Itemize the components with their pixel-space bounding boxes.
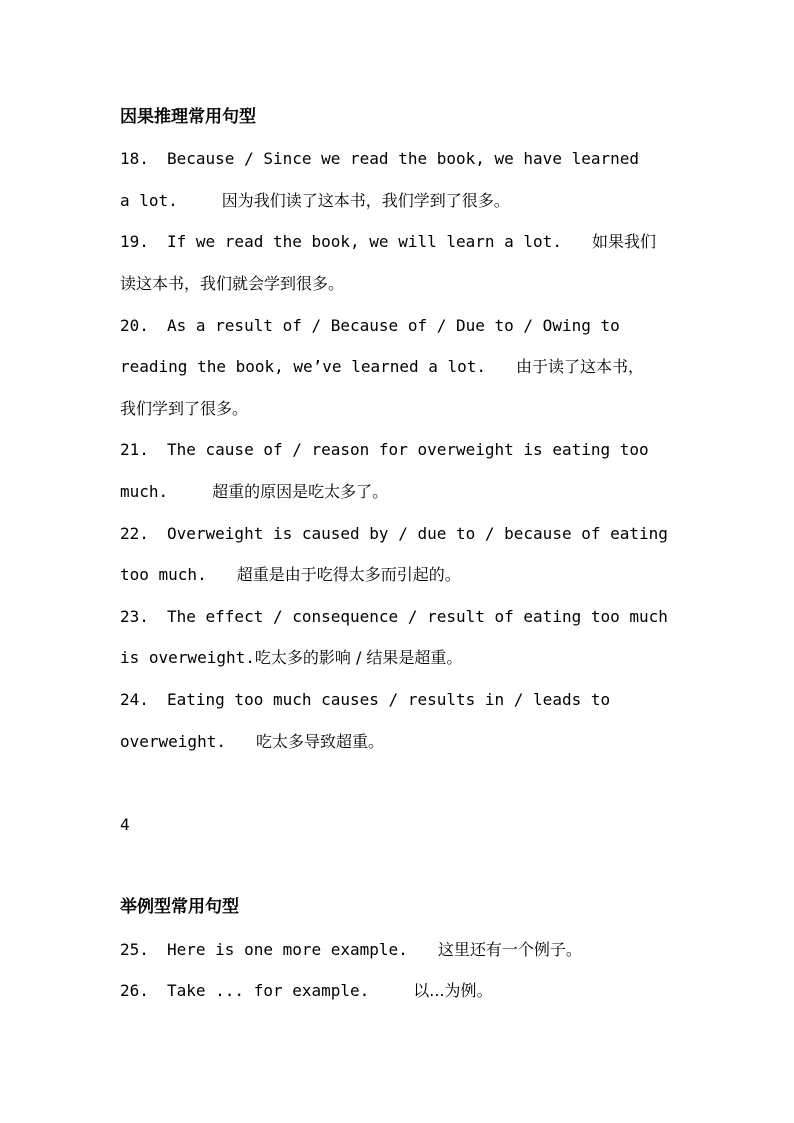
item-chinese: 超重是由于吃得太多而引起的。: [236, 565, 461, 584]
section-heading-causal: 因果推理常用句型: [120, 107, 256, 127]
item-number: 19.: [120, 232, 149, 251]
item-chinese: 吃太多导致超重。: [255, 732, 384, 751]
list-item-20-line2: [120, 357, 680, 377]
item-english-cont: reading the book, we’ve learned a lot.: [120, 357, 487, 376]
list-item-23-line2: [120, 648, 680, 668]
item-english: Because / Since we read the book, we have learned: [167, 149, 640, 168]
item-english-cont: much.: [120, 482, 169, 501]
list-item-26: [120, 981, 680, 1001]
list-item-23-line1: [120, 607, 680, 627]
item-number: 24.: [120, 690, 149, 709]
item-english: As a result of / Because of / Due to / Owing to: [167, 316, 620, 335]
list-item-19-line1: [120, 232, 680, 252]
item-english-cont: is overweight.: [120, 648, 255, 667]
list-item-25: [120, 940, 680, 960]
list-item-18-line1: [120, 149, 680, 169]
list-item-20-line3: [120, 399, 680, 419]
item-chinese: 由于读了这本书，: [516, 357, 645, 376]
item-number: 26.: [120, 981, 149, 1000]
item-english: Here is one more example.: [167, 940, 408, 959]
item-chinese: 这里还有一个例子。: [437, 940, 582, 959]
item-english: Overweight is caused by / due to / because of eating: [167, 524, 668, 543]
item-chinese: 以...为例。: [413, 981, 493, 1000]
list-item-24-line2: [120, 732, 680, 752]
page-number: 4: [120, 815, 130, 834]
list-item-21-line1: [120, 440, 680, 460]
item-chinese: 如果我们: [591, 232, 656, 251]
list-item-22-line1: [120, 524, 680, 544]
item-chinese-cont: 读这本书，我们就会学到很多。: [120, 274, 345, 293]
item-chinese: 超重的原因是吃太多了。: [212, 482, 389, 501]
item-english: The cause of / reason for overweight is eating too: [167, 440, 649, 459]
section-heading-examples: 举例型常用句型: [120, 897, 239, 917]
item-number: 23.: [120, 607, 149, 626]
item-english-cont: too much.: [120, 565, 207, 584]
item-english-cont: a lot.: [120, 191, 178, 210]
item-english: Eating too much causes / results in / leads to: [167, 690, 611, 709]
list-item-18-line2: [120, 191, 680, 211]
item-english: If we read the book, we will learn a lot.: [167, 232, 562, 251]
item-number: 22.: [120, 524, 149, 543]
item-english-cont: overweight.: [120, 732, 226, 751]
list-item-21-line2: [120, 482, 680, 502]
item-number: 21.: [120, 440, 149, 459]
item-number: 18.: [120, 149, 149, 168]
list-item-22-line2: [120, 565, 680, 585]
item-number: 20.: [120, 316, 149, 335]
item-english: Take ... for example.: [167, 981, 370, 1000]
item-chinese: 因为我们读了这本书，我们学到了很多。: [221, 191, 510, 210]
item-english: The effect / consequence / result of eating too much: [167, 607, 668, 626]
item-number: 25.: [120, 940, 149, 959]
list-item-24-line1: [120, 690, 680, 710]
item-chinese-cont: 我们学到了很多。: [120, 399, 249, 418]
list-item-19-line2: [120, 274, 680, 294]
item-chinese: 吃太多的影响 / 结果是超重。: [254, 648, 463, 667]
list-item-20-line1: [120, 316, 680, 336]
